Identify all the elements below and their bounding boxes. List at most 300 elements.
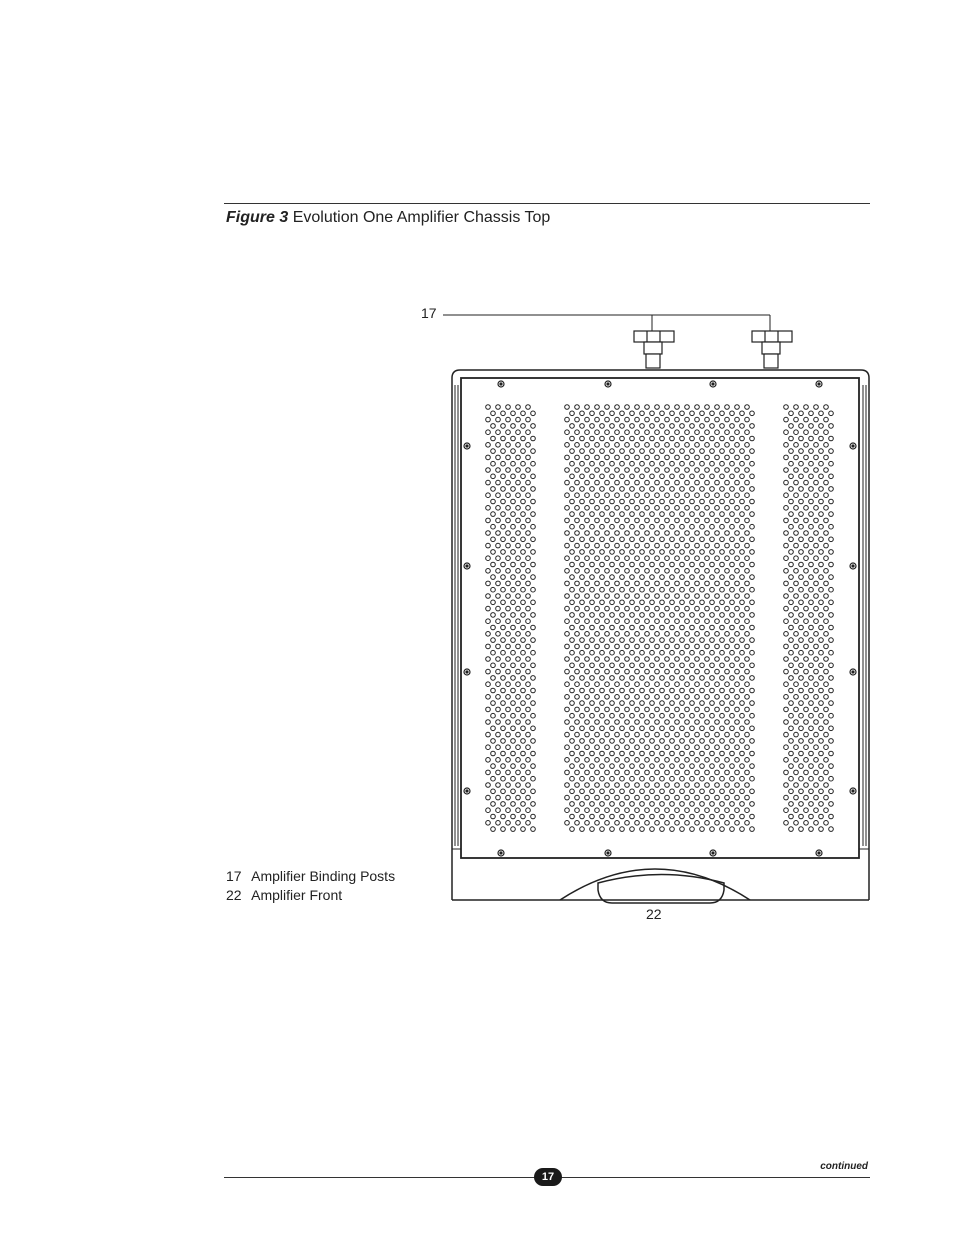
vent-hole [526,581,531,586]
vent-hole [595,480,600,485]
vent-hole [580,512,585,517]
vent-hole [521,424,526,429]
vent-hole [745,795,750,800]
vent-hole [650,537,655,542]
vent-hole [625,594,630,599]
vent-hole [720,512,725,517]
vent-hole [710,751,715,756]
vent-hole [685,720,690,725]
vent-hole [804,443,809,448]
vent-hole [660,600,665,605]
vent-hole [750,776,755,781]
vent-hole [595,657,600,662]
vent-hole [496,707,501,712]
vent-hole [794,569,799,574]
vent-hole [630,613,635,618]
vent-hole [814,808,819,813]
vent-hole [600,449,605,454]
vent-hole [496,468,501,473]
vent-hole [650,776,655,781]
vent-hole [794,758,799,763]
vent-hole [804,606,809,611]
vent-hole [735,443,740,448]
vent-hole [511,512,516,517]
vent-hole [531,789,536,794]
vent-hole [799,827,804,832]
vent-hole [640,625,645,630]
vent-hole [685,808,690,813]
vent-hole [814,644,819,649]
vent-hole [501,802,506,807]
vent-hole [695,770,700,775]
vent-hole [620,827,625,832]
vent-hole [590,550,595,555]
vent-hole [600,726,605,731]
vent-hole [804,644,809,649]
vent-hole [720,600,725,605]
vent-hole [585,518,590,523]
vent-hole [496,506,501,511]
vent-hole [575,657,580,662]
vent-hole [645,543,650,548]
vent-hole [645,657,650,662]
vent-hole [625,783,630,788]
vent-hole [506,732,511,737]
vent-hole [784,795,789,800]
vent-hole [575,405,580,410]
vent-hole [735,720,740,725]
vent-hole [809,789,814,794]
vent-hole [595,669,600,674]
vent-hole [595,455,600,460]
vent-hole [819,449,824,454]
vent-hole [496,657,501,662]
vent-hole [590,587,595,592]
vent-hole [799,638,804,643]
vent-hole [685,770,690,775]
vent-hole [630,764,635,769]
vent-hole [605,657,610,662]
vent-hole [600,751,605,756]
vent-hole [730,575,735,580]
vent-hole [620,764,625,769]
vent-hole [804,783,809,788]
vent-hole [675,720,680,725]
vent-hole [526,657,531,662]
vent-hole [625,732,630,737]
vent-hole [526,405,531,410]
vent-hole [635,455,640,460]
vent-hole [750,436,755,441]
vent-hole [575,783,580,788]
vent-hole [745,745,750,750]
vent-hole [565,455,570,460]
binding-posts-leader [443,315,770,331]
vent-hole [730,600,735,605]
vent-hole [511,650,516,655]
vent-hole [750,814,755,819]
vent-hole [804,430,809,435]
vent-hole [565,405,570,410]
vent-hole [655,493,660,498]
vent-hole [501,814,506,819]
vent-hole [635,543,640,548]
vent-hole [511,764,516,769]
vent-hole [580,587,585,592]
vent-hole [725,707,730,712]
vent-hole [501,739,506,744]
vent-hole [635,732,640,737]
vent-hole [565,480,570,485]
vent-hole [809,802,814,807]
vent-hole [486,581,491,586]
vent-hole [740,575,745,580]
screw-center [852,445,854,447]
vent-hole [655,506,660,511]
vent-hole [819,701,824,706]
vent-hole [829,600,834,605]
vent-hole [740,524,745,529]
vent-hole [620,802,625,807]
vent-hole [685,531,690,536]
vent-hole [521,487,526,492]
vent-hole [486,518,491,523]
vent-hole [615,758,620,763]
vent-hole [650,701,655,706]
vent-hole [809,575,814,580]
vent-hole [526,821,531,826]
vent-hole [720,638,725,643]
vent-hole [610,751,615,756]
vent-hole [750,613,755,618]
vent-hole [526,569,531,574]
vent-hole [735,480,740,485]
vent-hole [670,739,675,744]
vent-hole [809,461,814,466]
vent-hole [745,669,750,674]
vent-hole [809,587,814,592]
vent-hole [630,751,635,756]
vent-hole [730,524,735,529]
vent-hole [585,443,590,448]
vent-hole [625,417,630,422]
vent-hole [670,524,675,529]
vent-hole [690,802,695,807]
vent-hole [680,726,685,731]
vent-hole [740,827,745,832]
vent-hole [814,405,819,410]
vent-hole [615,606,620,611]
vent-hole [784,682,789,687]
screw-center [852,565,854,567]
vent-hole [794,443,799,448]
vent-hole [720,814,725,819]
vent-hole [486,455,491,460]
vent-hole [675,669,680,674]
vent-hole [695,443,700,448]
vent-hole [506,506,511,511]
vent-hole [824,569,829,574]
vent-hole [580,487,585,492]
vent-hole [804,480,809,485]
vent-hole [620,600,625,605]
vent-hole [506,543,511,548]
vent-hole [700,512,705,517]
vent-hole [640,436,645,441]
vent-hole [501,776,506,781]
vent-hole [506,556,511,561]
vent-hole [496,808,501,813]
vent-hole [745,518,750,523]
vent-hole [640,474,645,479]
vent-hole [486,506,491,511]
vent-hole [526,455,531,460]
vent-hole [730,650,735,655]
vent-hole [610,474,615,479]
vent-hole [715,430,720,435]
vent-hole [720,676,725,681]
vent-hole [705,594,710,599]
vent-hole [575,493,580,498]
vent-hole [715,594,720,599]
vent-hole [680,449,685,454]
vent-hole [645,468,650,473]
vent-hole [655,808,660,813]
vent-hole [531,751,536,756]
vent-hole [695,682,700,687]
vent-hole [814,770,819,775]
vent-hole [819,436,824,441]
vent-hole [605,556,610,561]
vent-hole [720,449,725,454]
vent-hole [501,638,506,643]
vent-hole [829,424,834,429]
vent-hole [516,468,521,473]
vent-hole [715,821,720,826]
vent-hole [655,480,660,485]
vent-hole [575,669,580,674]
vent-hole [655,518,660,523]
vent-hole [740,499,745,504]
vent-hole [809,726,814,731]
vent-hole [491,587,496,592]
vent-hole [745,443,750,448]
vent-hole [819,625,824,630]
vent-hole [590,663,595,668]
vent-hole [595,695,600,700]
vent-hole [740,474,745,479]
vent-hole [531,424,536,429]
vent-hole [501,713,506,718]
vent-hole [565,581,570,586]
vent-hole [650,625,655,630]
vent-hole [605,669,610,674]
vent-hole [680,701,685,706]
vent-hole [516,783,521,788]
vent-hole [531,625,536,630]
vent-hole [665,808,670,813]
vent-hole [585,569,590,574]
vent-hole [685,569,690,574]
vent-hole [635,707,640,712]
vent-hole [740,461,745,466]
vent-hole [570,739,575,744]
vent-hole [819,739,824,744]
vent-hole [501,701,506,706]
vent-hole [784,770,789,775]
vent-hole [590,776,595,781]
vent-hole [570,424,575,429]
vent-hole [794,468,799,473]
vent-hole [670,701,675,706]
vent-hole [590,613,595,618]
vent-hole [496,783,501,788]
vent-hole [501,789,506,794]
vent-hole [635,758,640,763]
vent-hole [585,480,590,485]
vent-hole [829,827,834,832]
vent-hole [735,543,740,548]
vent-hole [650,663,655,668]
vent-hole [794,594,799,599]
vent-hole [620,449,625,454]
vent-hole [675,808,680,813]
screw-center [712,852,714,854]
vent-hole [745,720,750,725]
vent-hole [655,707,660,712]
vent-hole [784,632,789,637]
vent-hole [640,776,645,781]
vent-hole [814,480,819,485]
vent-hole [496,455,501,460]
vent-hole [516,493,521,498]
vent-hole [610,613,615,618]
vent-hole [635,480,640,485]
vent-hole [735,745,740,750]
vent-hole [829,461,834,466]
vent-hole [794,606,799,611]
vent-hole [725,720,730,725]
vent-hole [630,650,635,655]
vent-hole [700,676,705,681]
vent-hole [799,776,804,781]
vent-hole [740,562,745,567]
vent-hole [580,449,585,454]
vent-hole [496,480,501,485]
vent-hole [526,795,531,800]
vent-hole [600,638,605,643]
vent-hole [570,751,575,756]
vent-hole [595,417,600,422]
vent-hole [630,562,635,567]
vent-hole [794,669,799,674]
vent-hole [620,411,625,416]
legend-label: Amplifier Binding Posts [251,868,396,884]
vent-hole [521,701,526,706]
vent-hole [575,468,580,473]
vent-hole [645,808,650,813]
vent-hole [789,663,794,668]
vent-hole [720,575,725,580]
vent-hole [630,474,635,479]
vent-hole [700,726,705,731]
vent-hole [725,619,730,624]
vent-hole [521,726,526,731]
vent-hole [531,537,536,542]
vent-hole [814,783,819,788]
vent-hole [516,531,521,536]
vent-hole [516,707,521,712]
vent-hole [645,443,650,448]
vent-hole [829,688,834,693]
vent-hole [645,745,650,750]
vent-hole [640,638,645,643]
vent-hole [829,512,834,517]
vent-hole [496,720,501,725]
vent-hole [819,827,824,832]
vent-hole [585,430,590,435]
vent-hole [655,758,660,763]
vent-hole [675,556,680,561]
vent-hole [491,701,496,706]
vent-hole [705,556,710,561]
vent-hole [675,480,680,485]
vent-hole [655,430,660,435]
vent-hole [650,676,655,681]
vent-hole [486,606,491,611]
vent-hole [730,827,735,832]
vent-hole [516,543,521,548]
vent-hole [730,587,735,592]
vent-hole [486,682,491,687]
vent-hole [491,424,496,429]
vent-hole [824,821,829,826]
vent-hole [610,776,615,781]
vent-hole [784,732,789,737]
vent-hole [690,726,695,731]
vent-hole [501,562,506,567]
vent-hole [710,776,715,781]
vent-hole [610,550,615,555]
vent-hole [491,789,496,794]
vent-hole [750,625,755,630]
vent-hole [735,695,740,700]
vent-hole [660,524,665,529]
vent-hole [660,587,665,592]
vent-hole [645,405,650,410]
vent-hole [745,493,750,498]
vent-hole [600,587,605,592]
vent-hole [789,713,794,718]
vent-hole [506,594,511,599]
vent-hole [720,701,725,706]
vent-hole [680,789,685,794]
vent-hole [590,751,595,756]
vent-hole [516,443,521,448]
vent-hole [784,695,789,700]
vent-hole [690,638,695,643]
vent-hole [675,468,680,473]
vent-hole [670,411,675,416]
vent-hole [814,417,819,422]
vent-hole [650,802,655,807]
vent-hole [486,732,491,737]
vent-hole [506,707,511,712]
vent-hole [705,808,710,813]
vent-hole [575,682,580,687]
vent-hole [575,707,580,712]
vent-hole [730,487,735,492]
